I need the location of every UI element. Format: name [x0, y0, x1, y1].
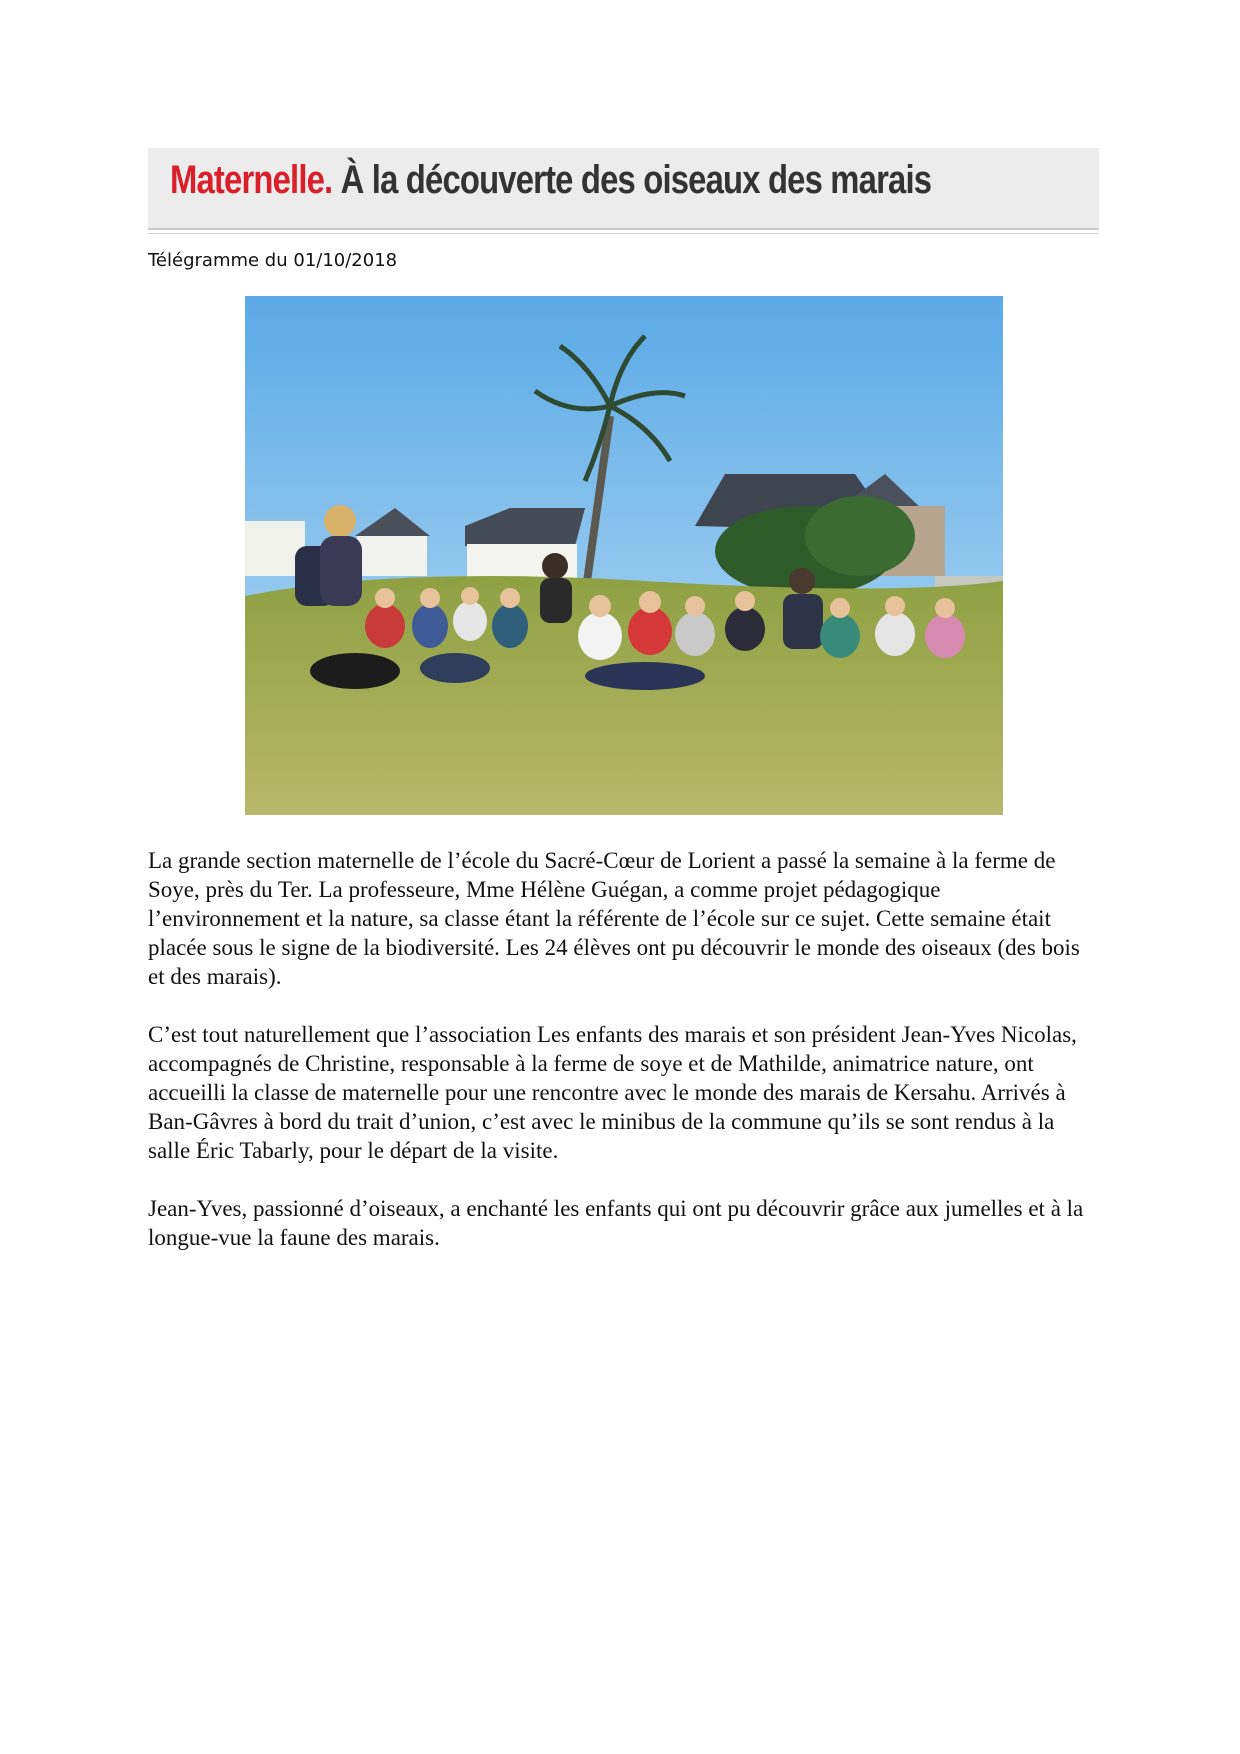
article-paragraph: C’est tout naturellement que l’association Les enfants des marais et son président Jean-Yves Nicolas, accompagnés de Christine, responsable à la ferme de soye et de Mathilde, animatrice nature, ont accueilli la classe de maternelle pour une rencontre avec le monde des marais de Kersahu. Arrivés à Ban-Gâvres à bord du trait d’union, c’est avec le minibus de la commune qu’ils se sont rendus à la salle Éric Tabarly, pour le départ de la visite.	[148, 1022, 1077, 1163]
headline-banner	[148, 148, 1099, 230]
headline	[170, 156, 931, 204]
source-date: Télégramme du 01/10/2018	[148, 250, 398, 271]
headline-kicker: Maternelle.	[170, 158, 333, 202]
article-paragraph: La grande section maternelle de l’école du Sacré-Cœur de Lorient a passé la semaine à la ferme de Soye, près du Ter. La professeure, Mme Hélène Guégan, a comme projet pédagogique l’environnement et la nature, sa classe étant la référente de l’école sur ce sujet. Cette semaine était placée sous le signe de la biodiversité. Les 24 élèves ont pu découvrir le monde des oiseaux (des bois et des marais).	[148, 848, 1080, 989]
article-paragraph: Jean-Yves, passionné d’oiseaux, a enchanté les enfants qui ont pu découvrir grâce aux jumelles et à la longue-vue la faune des marais.	[148, 1196, 1084, 1250]
article-photo	[245, 296, 1003, 815]
photo-children-on-grass-icon	[245, 296, 1003, 815]
headline-title: À la découverte des oiseaux des marais	[340, 158, 932, 202]
article-body	[148, 846, 1098, 1281]
